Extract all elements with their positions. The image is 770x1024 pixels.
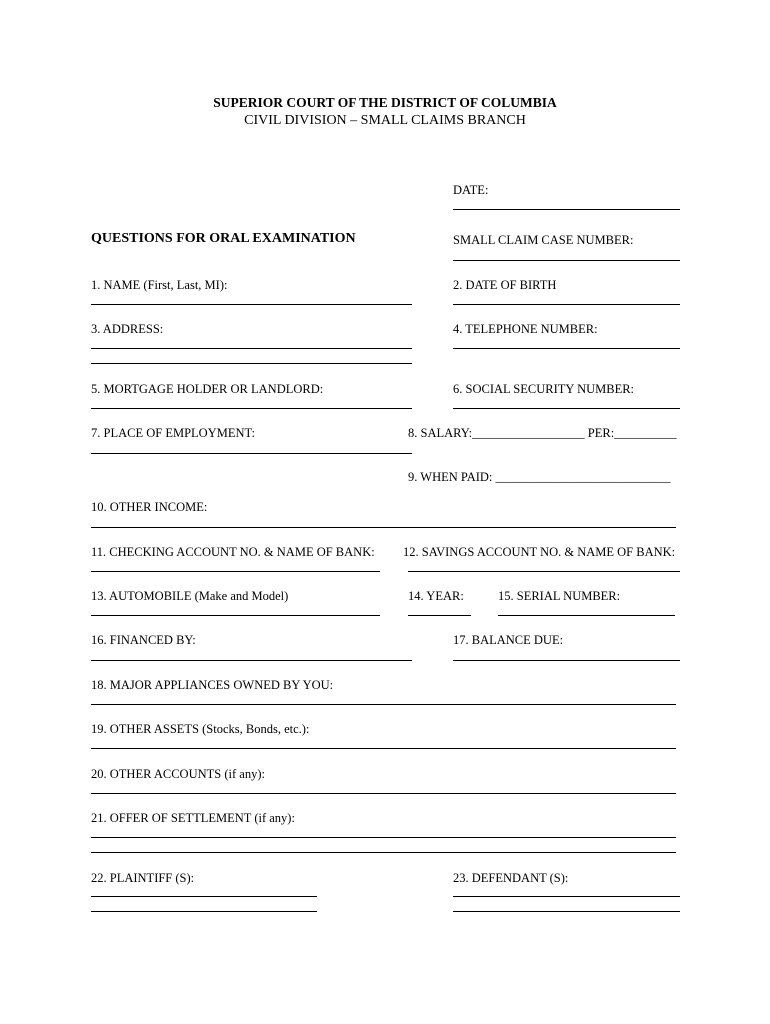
checking-field[interactable] — [91, 571, 380, 572]
financed-field[interactable] — [91, 660, 412, 661]
dob-label: 2. DATE OF BIRTH — [453, 278, 557, 292]
defendant-field-line-1[interactable] — [453, 896, 680, 897]
plaintiff-field-line-1[interactable] — [91, 896, 317, 897]
dob-field[interactable] — [453, 304, 680, 305]
employment-field[interactable] — [91, 453, 412, 454]
plaintiff-field-line-2[interactable] — [91, 911, 317, 912]
other-accounts-label: 20. OTHER ACCOUNTS (if any): — [91, 767, 265, 781]
checking-label: 11. CHECKING ACCOUNT NO. & NAME OF BANK: — [91, 545, 375, 559]
settlement-field-line-2[interactable] — [91, 852, 676, 853]
form-title: QUESTIONS FOR ORAL EXAMINATION — [91, 231, 356, 246]
appliances-label: 18. MAJOR APPLIANCES OWNED BY YOU: — [91, 678, 334, 692]
year-field[interactable] — [408, 615, 471, 616]
when-paid-label: 9. WHEN PAID: ____________________________ — [408, 470, 671, 484]
address-field-line-2[interactable] — [91, 363, 412, 364]
serial-label: 15. SERIAL NUMBER: — [498, 589, 621, 603]
plaintiff-label: 22. PLAINTIFF (S): — [91, 871, 195, 885]
defendant-label: 23. DEFENDANT (S): — [453, 871, 569, 885]
case-number-field[interactable] — [453, 260, 680, 261]
balance-label: 17. BALANCE DUE: — [453, 633, 564, 647]
savings-label: 12. SAVINGS ACCOUNT NO. & NAME OF BANK: — [403, 545, 676, 559]
savings-field[interactable] — [408, 571, 680, 572]
salary-label: 8. SALARY:__________________ PER:__________ — [408, 426, 677, 440]
automobile-label: 13. AUTOMOBILE (Make and Model) — [91, 589, 289, 603]
appliances-field[interactable] — [91, 704, 676, 705]
division-title: CIVIL DIVISION – SMALL CLAIMS BRANCH — [244, 113, 526, 128]
date-field[interactable] — [453, 209, 680, 210]
ssn-label: 6. SOCIAL SECURITY NUMBER: — [453, 382, 635, 396]
other-accounts-field[interactable] — [91, 793, 676, 794]
balance-field[interactable] — [453, 660, 680, 661]
serial-field[interactable] — [498, 615, 675, 616]
other-assets-label: 19. OTHER ASSETS (Stocks, Bonds, etc.): — [91, 722, 310, 736]
settlement-label: 21. OFFER OF SETTLEMENT (if any): — [91, 811, 295, 825]
address-field-line-1[interactable] — [91, 348, 412, 349]
defendant-field-line-2[interactable] — [453, 911, 680, 912]
mortgage-field[interactable] — [91, 408, 412, 409]
employment-label: 7. PLACE OF EMPLOYMENT: — [91, 426, 255, 440]
name-field[interactable] — [91, 304, 412, 305]
case-number-label: SMALL CLAIM CASE NUMBER: — [453, 233, 634, 247]
ssn-field[interactable] — [453, 408, 680, 409]
name-label: 1. NAME (First, Last, MI): — [91, 278, 228, 292]
mortgage-label: 5. MORTGAGE HOLDER OR LANDLORD: — [91, 382, 324, 396]
automobile-field[interactable] — [91, 615, 380, 616]
court-title: SUPERIOR COURT OF THE DISTRICT OF COLUMBIA — [213, 95, 557, 110]
other-assets-field[interactable] — [91, 748, 676, 749]
other-income-field[interactable] — [91, 527, 676, 528]
settlement-field-line-1[interactable] — [91, 837, 676, 838]
other-income-label: 10. OTHER INCOME: — [91, 500, 208, 514]
date-label: DATE: — [453, 183, 489, 197]
telephone-field[interactable] — [453, 348, 680, 349]
telephone-label: 4. TELEPHONE NUMBER: — [453, 322, 598, 336]
address-label: 3. ADDRESS: — [91, 322, 164, 336]
year-label: 14. YEAR: — [408, 589, 464, 603]
financed-label: 16. FINANCED BY: — [91, 633, 196, 647]
